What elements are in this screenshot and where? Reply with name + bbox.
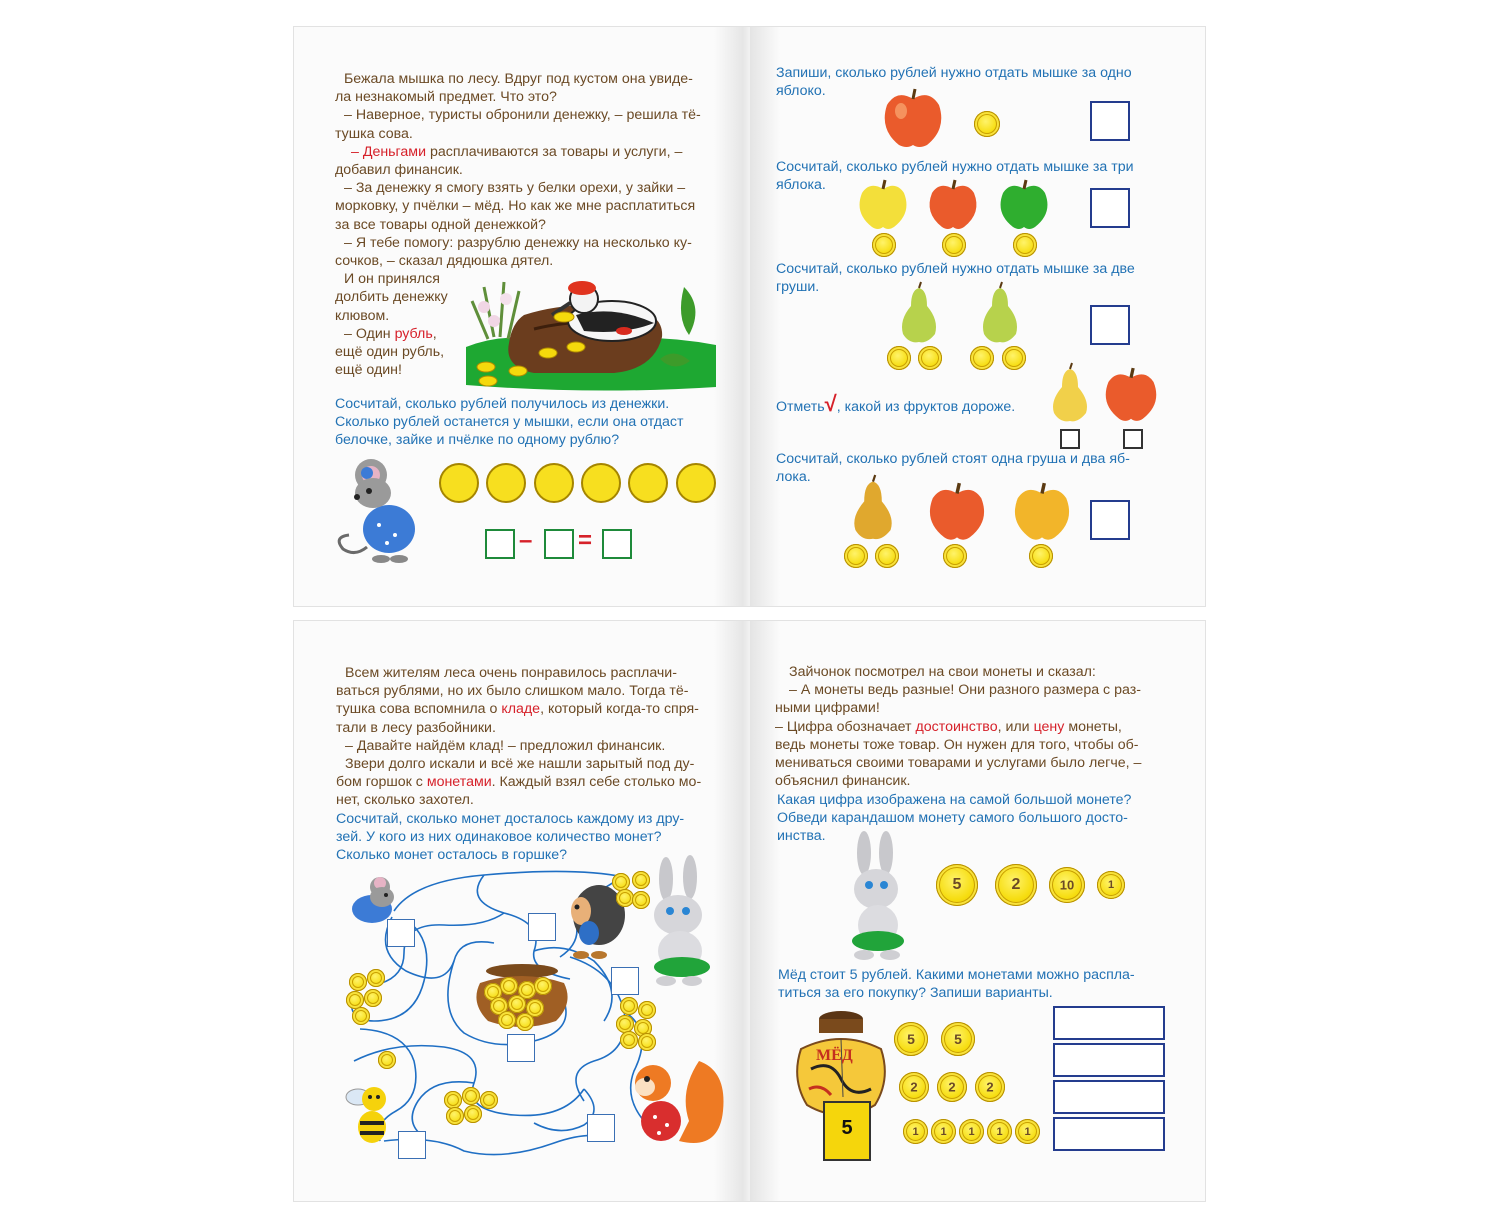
answer-box-bee[interactable]	[398, 1131, 426, 1159]
honey-payment-coin	[959, 1119, 984, 1144]
story-line: – Я тебе помогу: разрублю денежку на несколько ку-	[344, 234, 692, 251]
bunny-illustration	[844, 831, 914, 961]
bee-illustration	[338, 1077, 398, 1151]
answer-box-one-apple[interactable]	[1090, 101, 1130, 141]
story-line: добавил финансик.	[335, 162, 463, 179]
honey-payment-coin	[937, 1072, 967, 1102]
task-line: Сосчитай, сколько рублей нужно отдать мышке за две	[776, 261, 1135, 277]
task-one-apple	[776, 64, 1176, 100]
answer-box-mouse[interactable]	[387, 919, 415, 947]
coin-value: 1	[1107, 879, 1115, 891]
story-line: объяснил финансик.	[775, 773, 911, 790]
story-line: – Один	[344, 325, 391, 342]
honey-payment-coin	[1015, 1119, 1040, 1144]
answer-box-hedgehog[interactable]	[528, 913, 556, 941]
ruble-coin	[352, 1007, 370, 1025]
story-line: сочков, – сказал дядюшка дятел.	[335, 253, 554, 270]
honey-payment-coin	[899, 1072, 929, 1102]
ruble-coin	[970, 346, 994, 370]
story-line: ещё один!	[335, 362, 402, 379]
pear	[980, 282, 1020, 344]
coin-value: 1	[996, 1125, 1003, 1138]
answer-box-three-apples[interactable]	[1090, 188, 1130, 228]
task-line: Сосчитай, сколько монет досталось каждому из дру-	[336, 811, 685, 827]
ruble-coin	[500, 977, 518, 995]
task-line: Сосчитай, сколько рублей нужно отдать мышке за три	[776, 159, 1134, 175]
check-box-apple[interactable]	[1123, 429, 1143, 449]
ruble-coin	[498, 1011, 516, 1029]
story-line: клювом.	[335, 307, 390, 324]
coin-value: 10	[1059, 877, 1075, 893]
task-line: лока.	[776, 469, 811, 486]
story-line: Бежала мышка по лесу. Вдруг под кустом она увиде-	[344, 71, 693, 87]
story-line: долбить денежку	[335, 289, 448, 306]
ruble-coin	[616, 1015, 634, 1033]
story-line: ещё один рубль,	[335, 344, 445, 361]
story-line: бом горшок с	[336, 774, 423, 791]
apple-green	[999, 179, 1049, 231]
ruble-coin	[676, 463, 716, 503]
page-fold-shadow	[750, 27, 780, 606]
ruble-coin	[534, 463, 574, 503]
story-line: ваться рублями, но их было слишком мало. Тогда тё-	[336, 683, 689, 700]
honey-payment-coin	[987, 1119, 1012, 1144]
ruble-coin	[887, 346, 911, 370]
pear	[850, 475, 896, 541]
story-line: ведь монеты тоже товар. Он нужен для того, чтобы об-	[775, 736, 1139, 753]
ruble-coin	[943, 544, 967, 568]
story-line: тушка сова вспомнила о	[336, 701, 498, 718]
honey-payment-coin	[903, 1119, 928, 1144]
coin-value: 2	[910, 1079, 918, 1095]
task-pear-two-apples	[776, 450, 1176, 486]
task-line: Сосчитай, сколько рублей стоят одна груша и два яб-	[776, 451, 1130, 467]
task-line: Сколько монет осталось в горшке?	[336, 847, 568, 864]
highlight-money: – Деньгами	[351, 143, 426, 160]
coin-value: 5	[907, 1031, 915, 1047]
answer-row-3[interactable]	[1053, 1080, 1165, 1114]
task-line: яблока.	[776, 177, 826, 194]
answer-box-minuend[interactable]	[485, 529, 515, 559]
task-line: Сколько рублей останется у мышки, если она отдаст	[335, 414, 684, 431]
answer-box-result[interactable]	[602, 529, 632, 559]
coin-value: 1	[912, 1125, 919, 1138]
task-line: зей. У кого из них одинаковое количество монет?	[336, 829, 662, 846]
book-spread-top	[293, 26, 1206, 607]
answer-box-two-pears[interactable]	[1090, 305, 1130, 345]
story-line: Зайчонок посмотрел на свои монеты и сказал:	[789, 664, 1096, 680]
coin-ten[interactable]	[1049, 867, 1085, 903]
ruble-coin	[1029, 544, 1053, 568]
ruble-coin	[872, 233, 896, 257]
task-line: Обведи карандашом монету самого большого досто-	[777, 810, 1128, 827]
ruble-coin	[462, 1087, 480, 1105]
honey-payment-coin	[975, 1072, 1005, 1102]
task-line: титься за его покупку? Запиши варианты.	[778, 985, 1053, 1002]
ruble-coin	[508, 995, 526, 1013]
coin-one[interactable]	[1097, 871, 1125, 899]
ruble-coin	[446, 1107, 464, 1125]
highlight-coins: монетами	[426, 774, 492, 791]
task-line: белочке, зайке и пчёлке по одному рублю?	[335, 432, 620, 449]
check-box-pear[interactable]	[1060, 429, 1080, 449]
mouse-illustration	[339, 455, 431, 563]
story-line: монеты,	[1068, 718, 1122, 735]
ruble-coin	[918, 346, 942, 370]
ruble-coin	[942, 233, 966, 257]
ruble-coin	[378, 1051, 396, 1069]
apple-yellow	[858, 179, 908, 231]
honey-payment-coin	[894, 1022, 928, 1056]
task-line: яблоко.	[776, 83, 826, 100]
task-count-coins	[336, 810, 736, 865]
story-line: ными цифрами!	[775, 700, 880, 717]
ruble-coin	[632, 871, 650, 889]
task-line: , какой из фруктов дороже.	[836, 399, 1016, 415]
ruble-coin	[349, 973, 367, 991]
task-line: инства.	[777, 828, 826, 845]
coin-value: 2	[948, 1079, 956, 1095]
story-line: – За денежку я смогу взять у белки орехи, у зайки –	[344, 180, 686, 197]
comma: ,	[432, 325, 437, 342]
minus-sign: –	[519, 527, 533, 554]
story-line: расплачиваются за товары и услуги, –	[429, 143, 683, 160]
answer-box-subtrahend[interactable]	[544, 529, 574, 559]
ruble-coin	[480, 1091, 498, 1109]
ruble-coin	[1002, 346, 1026, 370]
story-line: И он принялся	[344, 271, 440, 288]
task-line: Какая цифра изображена на самой большой монете?	[777, 792, 1132, 808]
story-line: , который когда-то спря-	[540, 701, 699, 718]
ruble-coin	[612, 873, 630, 891]
story-text-coin-value	[775, 663, 1175, 790]
ruble-coin	[844, 544, 868, 568]
story-line: Всем жителям леса очень понравилось расплачи-	[345, 665, 677, 681]
story-line: морковку, у пчёлки – мёд. Но как же мне расплатиться	[335, 198, 696, 215]
answer-row-1[interactable]	[1053, 1006, 1165, 1040]
ruble-coin	[620, 997, 638, 1015]
ruble-coin	[1013, 233, 1037, 257]
task-mark-expensive	[776, 391, 1076, 416]
ruble-coin	[638, 1033, 656, 1051]
highlight-value: достоинство	[915, 718, 998, 735]
apple-red	[883, 87, 943, 149]
highlight-price: цену	[1033, 718, 1065, 735]
coin-value: 1	[1024, 1125, 1031, 1138]
ruble-coin	[638, 1001, 656, 1019]
equals-sign: =	[578, 527, 593, 554]
task-count-rubles	[335, 395, 735, 450]
story-text-treasure	[336, 664, 728, 810]
apple-red	[1104, 367, 1158, 423]
ruble-coin	[875, 544, 899, 568]
task-honey-price	[778, 966, 1178, 1002]
story-line: тали в лесу разбойники.	[336, 719, 496, 736]
answer-box-pear-apples[interactable]	[1090, 500, 1130, 540]
ruble-coin	[632, 891, 650, 909]
apple-yellow	[1013, 482, 1071, 542]
story-line: – А монеты ведь разные! Они разного размера с раз-	[789, 682, 1141, 699]
answer-box-squirrel[interactable]	[587, 1114, 615, 1142]
task-line: груши.	[776, 279, 820, 296]
coin-value: 1	[968, 1125, 975, 1138]
ruble-coin	[439, 463, 479, 503]
task-line: Отметь	[776, 399, 825, 415]
coin-value: 2	[1011, 876, 1021, 893]
story-line: мениваться своими товарами и услугами было легче, –	[775, 755, 1142, 772]
ruble-coin	[534, 977, 552, 995]
story-line: . Каждый взял себе столько мо-	[491, 774, 702, 791]
honey-payment-coin	[941, 1022, 975, 1056]
answer-box-pot[interactable]	[507, 1034, 535, 1062]
pear	[1050, 363, 1090, 423]
story-line: – Давайте найдём клад! – предложил финансик.	[345, 737, 666, 754]
ruble-coin	[367, 969, 385, 987]
pear	[899, 282, 939, 344]
woodpecker-illustration	[464, 277, 719, 392]
coin-value: 5	[952, 876, 962, 893]
answer-row-2[interactable]	[1053, 1043, 1165, 1077]
ruble-coin	[364, 989, 382, 1007]
ruble-coin	[974, 111, 1000, 137]
ruble-coin	[464, 1105, 482, 1123]
highlight-ruble: рубль	[394, 325, 433, 342]
coin-two[interactable]	[995, 864, 1037, 906]
coin-value: 5	[954, 1031, 962, 1047]
apple-red	[928, 482, 986, 542]
bunny-illustration	[642, 859, 722, 987]
story-line: ла незнакомый предмет. Что это?	[335, 89, 557, 106]
story-line: , или	[997, 718, 1030, 735]
story-line: Звери долго искали и всё же нашли зарытый под ду-	[345, 756, 695, 773]
story-line: нет, сколько захотел.	[336, 792, 474, 809]
story-line: – Цифра обозначает	[775, 718, 912, 735]
check-mark: √	[824, 391, 837, 416]
honey-payment-coin	[931, 1119, 956, 1144]
story-line: за все товары одной денежкой?	[335, 216, 546, 233]
task-line: Сосчитай, сколько рублей получилось из денежки.	[335, 396, 670, 412]
squirrel-illustration	[619, 1051, 729, 1151]
ruble-coin	[620, 1031, 638, 1049]
coin-value: 1	[940, 1125, 947, 1138]
ruble-coin	[516, 1013, 534, 1031]
honey-label: МЁД	[816, 1047, 853, 1064]
apple-red	[928, 179, 978, 231]
price-tag-value: 5	[841, 1117, 853, 1139]
task-line: Мёд стоит 5 рублей. Какими монетами можно распла-	[778, 967, 1135, 983]
story-line: тушка сова.	[335, 125, 413, 142]
ruble-coin	[628, 463, 668, 503]
coin-value: 2	[986, 1079, 994, 1095]
task-largest-coin	[777, 791, 1177, 846]
task-line: Запиши, сколько рублей нужно отдать мышке за одно	[776, 65, 1132, 81]
highlight-treasure: кладе	[501, 701, 541, 718]
answer-box-bunny[interactable]	[611, 967, 639, 995]
book-spread-bottom	[293, 620, 1206, 1202]
ruble-coin	[486, 463, 526, 503]
story-line: – Наверное, туристы обронили денежку, – решила тё-	[344, 107, 701, 124]
coin-five[interactable]	[936, 864, 978, 906]
task-two-pears	[776, 260, 1176, 296]
answer-row-4[interactable]	[1053, 1117, 1165, 1151]
ruble-coin	[581, 463, 621, 503]
